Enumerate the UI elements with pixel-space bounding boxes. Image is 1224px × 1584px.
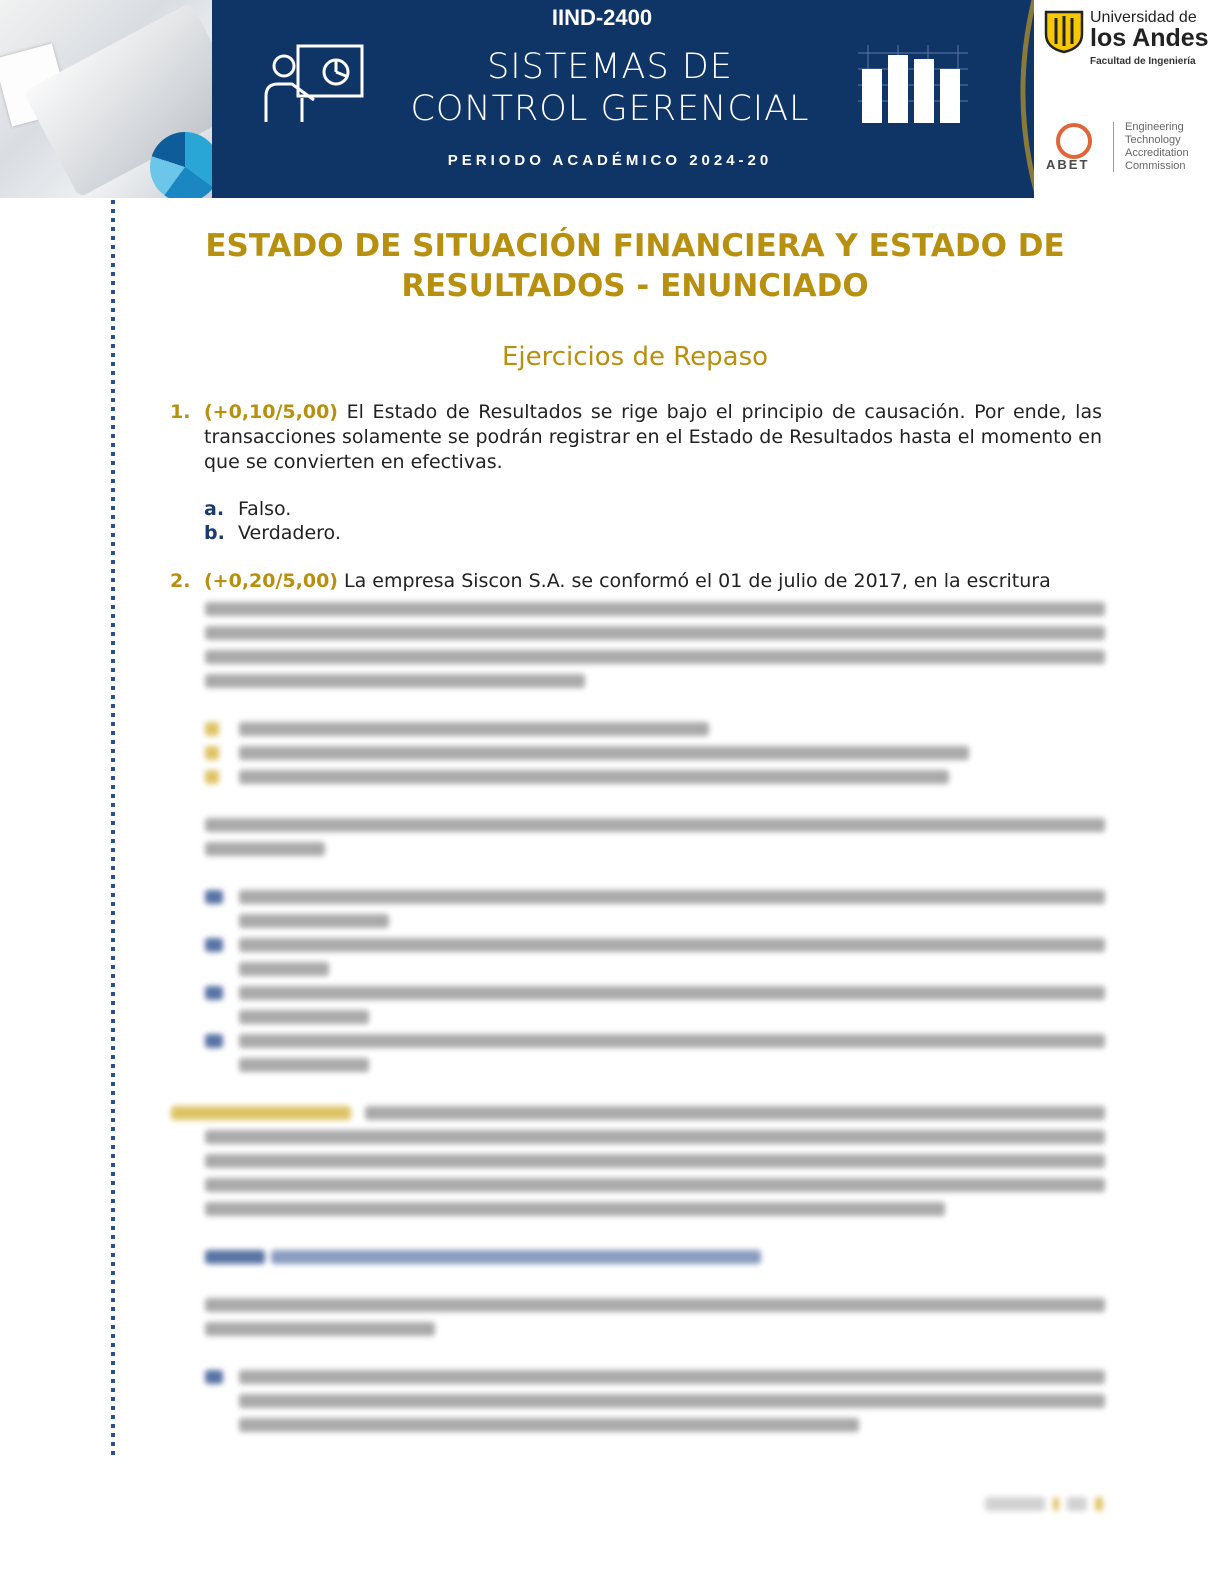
document-title: ESTADO DE SITUACIÓN FINANCIERA Y ESTADO DE RESULTADOS - ENUNCIADO bbox=[205, 228, 1065, 304]
blurred-line bbox=[239, 938, 1105, 952]
abet-commission-line: Technology bbox=[1125, 134, 1181, 146]
course-title bbox=[400, 46, 820, 130]
blurred-letter bbox=[205, 986, 223, 1000]
university-name-line2: los Andes bbox=[1090, 24, 1209, 52]
option-a bbox=[204, 497, 291, 521]
blurred-line bbox=[205, 626, 1105, 640]
blurred-line bbox=[239, 1394, 1105, 1408]
university-name-line1: Universidad de bbox=[1090, 9, 1197, 26]
blurred-line bbox=[239, 1370, 1105, 1384]
document-subtitle: Ejercicios de Repaso bbox=[501, 342, 769, 372]
question-2 bbox=[170, 569, 1102, 594]
question-text: La empresa Siscon S.A. se conformó el 01 de julio de 2017, en la escritura bbox=[337, 570, 1051, 592]
blurred-line bbox=[205, 1130, 1105, 1144]
abet-commission-line: Engineering bbox=[1125, 121, 1184, 133]
blurred-bullet bbox=[205, 722, 219, 736]
blurred-line bbox=[239, 770, 949, 784]
blurred-letter bbox=[205, 890, 223, 904]
blurred-line bbox=[1053, 1497, 1059, 1511]
blurred-line bbox=[239, 722, 709, 736]
blurred-line bbox=[205, 818, 1105, 832]
pie-chart-image bbox=[150, 132, 212, 198]
presenter-icon bbox=[262, 42, 366, 126]
blurred-letter bbox=[205, 1034, 223, 1048]
question-number: 1. bbox=[170, 401, 191, 423]
abet-label: ABET bbox=[1046, 157, 1090, 172]
blurred-line bbox=[205, 1178, 1105, 1192]
blurred-line bbox=[205, 1154, 1105, 1168]
question-body bbox=[204, 569, 1102, 594]
abet-divider bbox=[1113, 122, 1114, 172]
question-points: (+0,10/5,00) bbox=[204, 401, 338, 423]
blurred-line bbox=[239, 890, 1105, 904]
header-photo bbox=[0, 0, 212, 198]
blurred-line bbox=[1095, 1497, 1103, 1511]
question-points: (+0,20/5,00) bbox=[204, 570, 338, 592]
blurred-line bbox=[1067, 1497, 1087, 1511]
blurred-line bbox=[205, 1322, 435, 1336]
blurred-bullet bbox=[205, 770, 219, 784]
blurred-line bbox=[205, 602, 1105, 616]
option-text: Falso. bbox=[238, 498, 292, 520]
abet-commission-line: Commission bbox=[1125, 160, 1186, 172]
blurred-line bbox=[205, 842, 325, 856]
blurred-line bbox=[205, 674, 585, 688]
left-margin-rule bbox=[111, 200, 115, 1456]
course-title-line2: CONTROL GERENCIAL bbox=[410, 89, 810, 129]
blurred-line bbox=[239, 1034, 1105, 1048]
option-b bbox=[204, 521, 341, 545]
blurred-heading bbox=[171, 1106, 351, 1120]
option-letter: b. bbox=[204, 522, 225, 544]
faculty-name: Facultad de Ingeniería bbox=[1090, 56, 1196, 67]
page-number bbox=[985, 1497, 1105, 1513]
blurred-note-link bbox=[271, 1250, 761, 1264]
abet-ring-icon bbox=[1056, 123, 1092, 159]
blurred-letter bbox=[205, 1370, 223, 1384]
bar-chart-icon bbox=[858, 45, 968, 125]
blurred-line bbox=[239, 1418, 859, 1432]
header-banner bbox=[0, 0, 1224, 198]
option-letter: a. bbox=[204, 498, 225, 520]
question-number: 2. bbox=[170, 570, 191, 592]
option-text: Verdadero. bbox=[238, 522, 341, 544]
blurred-line bbox=[239, 1058, 369, 1072]
blurred-line bbox=[205, 1298, 1105, 1312]
blurred-note-label bbox=[205, 1250, 265, 1264]
blurred-line bbox=[365, 1106, 1105, 1120]
question-1 bbox=[170, 400, 1102, 475]
blurred-line bbox=[239, 1010, 369, 1024]
academic-period: PERIODO ACADÉMICO 2024-20 bbox=[447, 152, 773, 169]
logos-panel bbox=[1034, 0, 1224, 198]
blurred-bullet bbox=[205, 746, 219, 760]
abet-commission bbox=[1125, 121, 1189, 173]
blurred-letter bbox=[205, 938, 223, 952]
blurred-line bbox=[239, 746, 969, 760]
university-shield-icon bbox=[1042, 10, 1086, 54]
blurred-line bbox=[239, 914, 389, 928]
blurred-content bbox=[165, 596, 1110, 1446]
blurred-line bbox=[205, 1202, 945, 1216]
abet-commission-line: Accreditation bbox=[1125, 147, 1189, 159]
blurred-line bbox=[239, 986, 1105, 1000]
blurred-line bbox=[205, 650, 1105, 664]
blurred-line bbox=[239, 962, 329, 976]
blurred-line bbox=[985, 1497, 1045, 1511]
question-text: El Estado de Resultados se rige bajo el principio de causación. Por ende, las transacciones solamente se podrán registrar en el Estado de Resultados hasta el momento en que se convierten en efectivas. bbox=[204, 401, 1103, 473]
course-code: IIND-2400 bbox=[551, 5, 653, 30]
question-body bbox=[204, 400, 1102, 475]
course-title-line1: SISTEMAS DE bbox=[487, 47, 733, 87]
